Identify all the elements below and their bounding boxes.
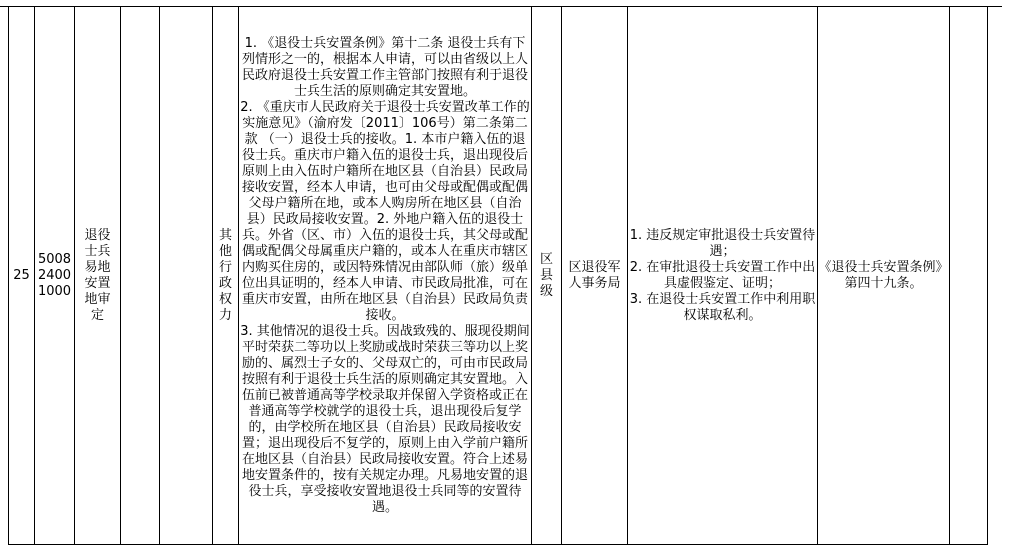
code-cell[interactable] (35, 7, 75, 545)
sub-item-2-cell[interactable] (160, 7, 213, 545)
item-name-line: 定 (90, 307, 104, 323)
code-line: 1000 (37, 283, 72, 299)
basis-cell[interactable] (239, 7, 532, 545)
item-name-line: 易地 (84, 259, 111, 275)
department-line: 区退役军 (568, 259, 621, 275)
seq-number: 25 (13, 267, 30, 283)
table-row (9, 7, 988, 545)
level-char: 级 (539, 283, 553, 299)
responsibility-item: 3. 在退役士兵安置工作中利用职权谋取私利。 (629, 291, 816, 323)
sub-item-1-cell[interactable] (121, 7, 160, 545)
item-name-line: 安置 (84, 275, 111, 291)
level-char: 县 (539, 267, 553, 283)
seq-cell[interactable] (9, 7, 35, 545)
basis-paragraph: 3. 其他情况的退役士兵。因战致残的、服现役期间平时荣获二等功以上奖励或战时荣获三等功以上奖励的、属烈士子女的、父母双亡的，可由市民政局按照有利于退役士兵生活的原则确定其安置地。入伍前已被普通高等学校录取并保留入学资格或正在普通高等学校就学的退役士兵，退出现役后复学的，由学校所在地区县（自治县）民政局接收安置；退出现役后不复学的，原则上由入学前户籍所在地区县（自治县）民政局接收安置。符合上述易地安置条件的，按有关规定办理。凡易地安置的退役士兵，享受接收安置地退役士兵同等的安置待遇。 (240, 323, 530, 515)
power-type-cell[interactable] (213, 7, 239, 545)
basis-paragraph: 2. 《重庆市人民政府关于退役士兵安置改革工作的实施意见》（渝府发〔2011〕106号）第二条第二款 （一）退役士兵的接收。1. 本市户籍入伍的退役士兵。重庆市户籍入伍的退役士兵，退出现役后原则上由入伍时户籍所在地区县（自治县）民政局接收安置，经本人申请，也可由父母或配偶或配偶父母户籍所在地，或本人购房所在地区县（自治县）民政局接收安置。2. 外地户籍入伍的退役士兵。外省（区、市）入伍的退役士兵，其父母或配偶或配偶父母属重庆户籍的，或本人在重庆市辖区内购买住房的，或因特殊情况由部队师（旅）级单位出具证明的，经本人申请、市民政局批准，可在重庆市安置，由所在地区县（自治县）民政局负责接收。 (240, 99, 530, 323)
department-line: 人事务局 (568, 275, 621, 291)
sheet-margin (1002, 0, 1010, 553)
power-type-char: 他 (218, 243, 232, 259)
department-cell[interactable] (562, 7, 628, 545)
item-name-line: 地审 (84, 291, 111, 307)
note-cell[interactable] (950, 7, 988, 545)
code-line: 5008 (37, 251, 72, 267)
responsibility-item: 2. 在审批退役士兵安置工作中出具虚假鉴定、证明； (629, 259, 816, 291)
item-name-line: 士兵 (84, 243, 111, 259)
responsibility-cell[interactable] (628, 7, 818, 545)
level-char: 区 (539, 251, 553, 267)
power-list-table (8, 6, 988, 545)
power-type-char: 其 (218, 227, 232, 243)
power-type-char: 权 (218, 291, 232, 307)
code-line: 2400 (37, 267, 72, 283)
law-text: 《退役士兵安置条例》第四十九条。 (818, 259, 949, 291)
power-type-char: 力 (218, 307, 232, 323)
law-cell[interactable] (818, 7, 950, 545)
item-name-cell[interactable] (75, 7, 121, 545)
level-cell[interactable] (532, 7, 562, 545)
power-type-char: 行 (218, 259, 232, 275)
responsibility-item: 1. 违反规定审批退役士兵安置待遇； (629, 227, 816, 259)
power-type-char: 政 (218, 275, 232, 291)
basis-paragraph: 1. 《退役士兵安置条例》第十二条 退役士兵有下列情形之一的，根据本人申请，可以由省级以上人民政府退役士兵安置工作主管部门按照有利于退役士兵生活的原则确定其安置地。 (241, 35, 528, 99)
item-name-line: 退役 (84, 227, 111, 243)
